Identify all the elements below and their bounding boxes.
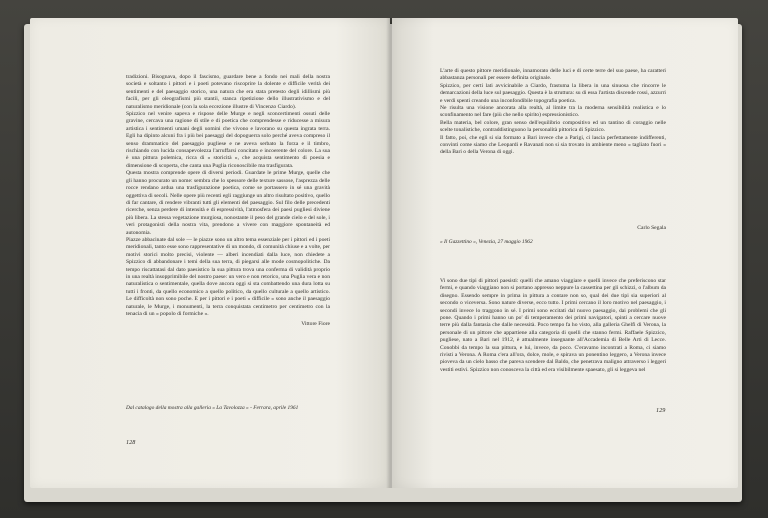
paragraph: Bella materia, bel colore, gran senso dell'equilibrio compositivo ed un tantino di coraggio nelle scelte tonalistiche, contraddistinguono la personalità pittorica di Spizzico.	[440, 119, 666, 134]
page-number: 129	[656, 407, 666, 414]
page-number: 128	[126, 439, 136, 446]
paragraph: Spizzico nel venire sapeva e rispose delle Murge e negli sconcertimenti ossuti delle gravine, cercava una ragione di stile e di poetica che comprendesse e riducesse a misura artistica i sentimenti umani degli uomini che vivono e lavorano su questa ingrata terra. Egli ha dipinto alcuni fra i più bei paesaggi del dopoguerra solo perché aveva compreso il senso drammatico del paesaggio pugliese e ne aveva serbato la forza e il timbro, rischiando con lucida consapevolezza l'arruffarsi concitato e incoerente del colore. La sua è una pittura polemica, ricca di « storicità », che acquista sentimento di poesia e dimensione di scoperta, che canta una Puglia riconoscibile ma trasfigurata.	[126, 111, 330, 169]
paragraph: Questa mostra comprende opere di diversi periodi. Guardate le prime Murge, quelle che gli hanno procurato un nome: sembra che lo spessore delle texture sassose, l'asprezza delle rocce rendano ardua una trasfigurazione poetica, come se portassero in sé una gravità oggettiva di secoli. Nelle opere più recenti egli raggiunge un altro risultato positivo, quello di far cantare, di rendere vibranti tutti gli elementi del paesaggio. Sul filo delle precedenti ricerche, senza perdere di intensità e di espressività, l'atmosfera dei paesi pugliesi diviene più libera. La stessa vegetazione murgiosa, nonostante il peso del grande cielo e del sole, i veri protagonisti della nostra vita, prendono a vivere con maggiore spontaneità ed autonomia.	[126, 170, 330, 236]
paragraph: L'arte di questo pittore meridionale, innamorato delle luci e di certe terre del suo paese, ha caratteri abbastanza personali per essere definita originale.	[440, 68, 666, 82]
left-page	[30, 18, 390, 488]
right-page-bottom-text	[440, 278, 666, 374]
source-caption: Dal catalogo della mostra alla galleria « La Tavolozza » - Ferrara, aprile 1961	[126, 405, 299, 411]
paragraph: Piazze abbacinate dal sole — le piazze sono un altro tema essenziale per i pittori ed i poeti meridionali, tanto esse sono rappresentative di un mondo, di comunità chiuse e a volte, per motivi storici molto precisi, violente — alberi incendiati dalla luce, non chiedete a Spizzico di abbandonare i temi della sua terra, di piegarsi alle mode cosmopolitiche. Da tempo riscattatasi dal dato paesistico la sua pittura trova una conferma di validità proprio in una realtà insopprimibile del nostro paese: un vero e non retorico, una Puglia vera e non naturalistica o sentimentale, quella dove ancora oggi si sta combattendo una dura lotta su tutti i fronti, da quello economico a quello politico, da quello culturale a quello artistico. Le difficoltà non sono poche. E per i pittori e i poeti « difficile » sono anche il paesaggio naturale, le Murge, i monumenti, la terra conquistata centimetro per centimetro con la tenacia di un « popolo di formiche ».	[126, 236, 330, 317]
left-page-text	[126, 74, 330, 329]
paragraph: Spizzico, per certi lati avvicinabile a Ciardo, frastuma la libera in una sinuosa che rincorre le demarcazioni della luce sul paesaggio. Questa è la struttura: su di essa l'artista discende rossi, azzurri e verdi spenti creando una inconfondibile topografia poetica.	[440, 82, 666, 104]
paragraph: Vi sono due tipi di pittori paesisti: quelli che amano viaggiare e quelli invece che preferiscono star fermi, e quando viaggiano non si portano appresso neppure la cassettina per gli schizzi, o l'album da disegno. Essendo sempre in prima in pittura a contare non so, qual dei due tipi sia superiori al secondo o viceversa. Sono nature diverse, ecco tutto. I primi cercano il loro motivo nel paesaggio, i secondi invece lo traggono in sé. I primi sono eccitati dal nuovo paesaggio, dai problemi che gli pone. Quando i primi hanno un po' di temperamento dei primi navigatori, spinti a cercare nuove terre più dalla fantasia che dalle necessità. Poco tempo fa ho visto, alla galleria Ghelfi di Verona, la personale di un pittore che appartiene alla categoria di quelli che stanno fermi. Raffaele Spizzico, pugliese, nato a Bari nel 1912, è attualmente insegnante all'Accademia di Belle Arti di Lecce. Conobbi da tempo la sua pittura, e lui, invece, da poco. C'eravamo incontrati a Roma, ci siamo rivisti a Verona. A Roma c'era all'ora, dolce, mole, e spirava un ponentino leggero, a Verona invece pioveva da un cielo basso che pareva scendere dal Baldo, che penetrava maligno attraverso i leggeri vestiti estivi. Spizzico non conosceva la città ed era visibilmente spaesato, gli si leggeva nel	[440, 278, 666, 373]
paragraph: Il fatto, poi, che egli si sia formato a Bari invece che a Parigi, ci lascia perfettamente indifferenti, convinti come siamo che Leopardi e Ravanati non si sia trovato in ambiente meno « tagliato fuori » della Bari o della Verona di oggi.	[440, 134, 666, 156]
author-signature: Carlo Segala	[637, 225, 666, 231]
author-signature: Vittore Fiore	[301, 321, 330, 328]
paragraph: tradizioni. Bisognava, dopo il fascismo, guardare bene a fondo nei mali della nostra società e soltanto i pittori e i poeti potevano riscoprire la dolente e difficile verità dei sentimenti e del paesaggio storico, una natura che era stata pretesto degli idillismi più facili, per gli oleografismi più stantii, stanca ripetizione dello illustrativismo e del naturalismo meridionale (con la sola eccezione illustre di Vincenzo Ciardo).	[126, 74, 330, 110]
paragraph: Ne risulta una visione ancorata alla realtà, al limite tra la moderna sensibilità realistica e lo sconfinamento nel fare (più che nello spirito) espressionistico.	[440, 105, 666, 119]
source-caption: « Il Gazzettino », Venezia, 27 maggio 1962	[440, 239, 533, 245]
right-page	[392, 18, 738, 488]
right-page-top-text	[440, 68, 666, 157]
